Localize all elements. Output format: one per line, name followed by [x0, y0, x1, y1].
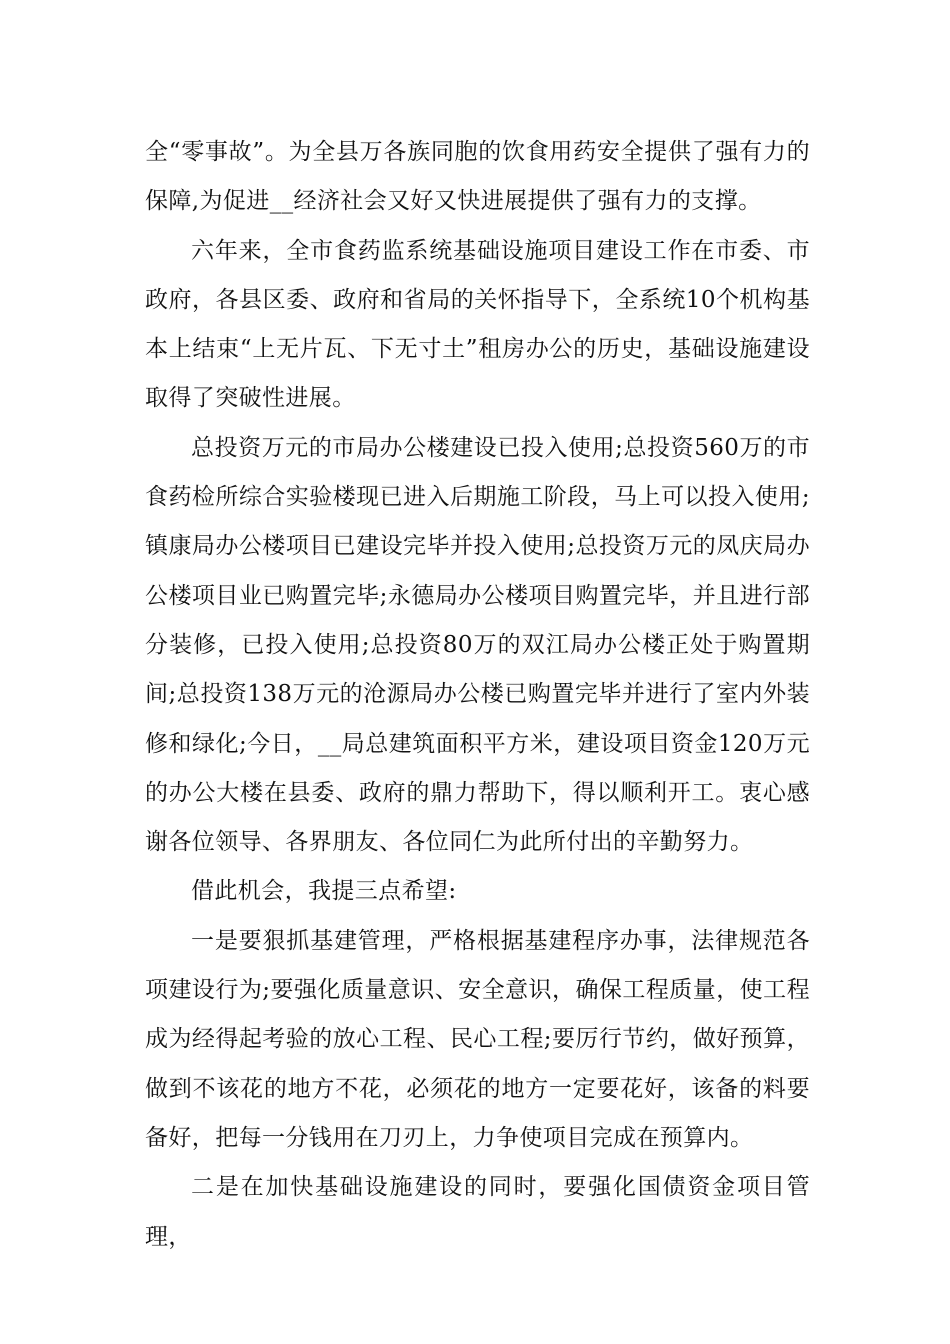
document-body: [145, 128, 810, 1262]
paragraph-5: 一是要狠抓基建管理，严格根据基建程序办事，法律规范各项建设行为;要强化质量意识、安全意识，确保工程质量，使工程成为经得起考验的放心工程、民心工程;要厉行节约，做好预算，做到不该花的地方不花，必须花的地方一定要花好，该备的料要备好，把每一分钱用在刀刃上，力争使项目完成在预算内。: [145, 927, 810, 1151]
paragraph-6: 二是在加快基础设施建设的同时，要强化国债资金项目管理，: [145, 1174, 810, 1250]
paragraph-4: 借此机会，我提三点希望:: [191, 878, 457, 905]
paragraph-3: 总投资万元的市局办公楼建设已投入使用;总投资560万的市食药检所综合实验楼现已进入后期施工阶段，马上可以投入使用;镇康局办公楼项目已建设完毕并投入使用;总投资万元的凤庆局办公楼项目业已购置完毕;永德局办公楼项目购置完毕，并且进行部分装修，已投入使用;总投资80万的双江局办公楼正处于购置期间;总投资138万元的沧源局办公楼已购置完毕并进行了室内外装修和绿化;今日，__局总建筑面积平方米，建设项目资金120万元的办公大楼在县委、政府的鼎力帮助下，得以顺利开工。衷心感谢各位领导、各界朋友、各位同仁为此所付出的辛勤努力。: [145, 434, 810, 856]
paragraph-1: 全“零事故”。为全县万各族同胞的饮食用药安全提供了强有力的保障,为促进__经济社会又好又快进展提供了强有力的支撑。: [145, 139, 810, 215]
paragraph-2: 六年来，全市食药监系统基础设施项目建设工作在市委、市政府，各县区委、政府和省局的关怀指导下，全系统10个机构基本上结束“上无片瓦、下无寸土”租房办公的历史，基础设施建设取得了突破性进展。: [145, 237, 810, 412]
